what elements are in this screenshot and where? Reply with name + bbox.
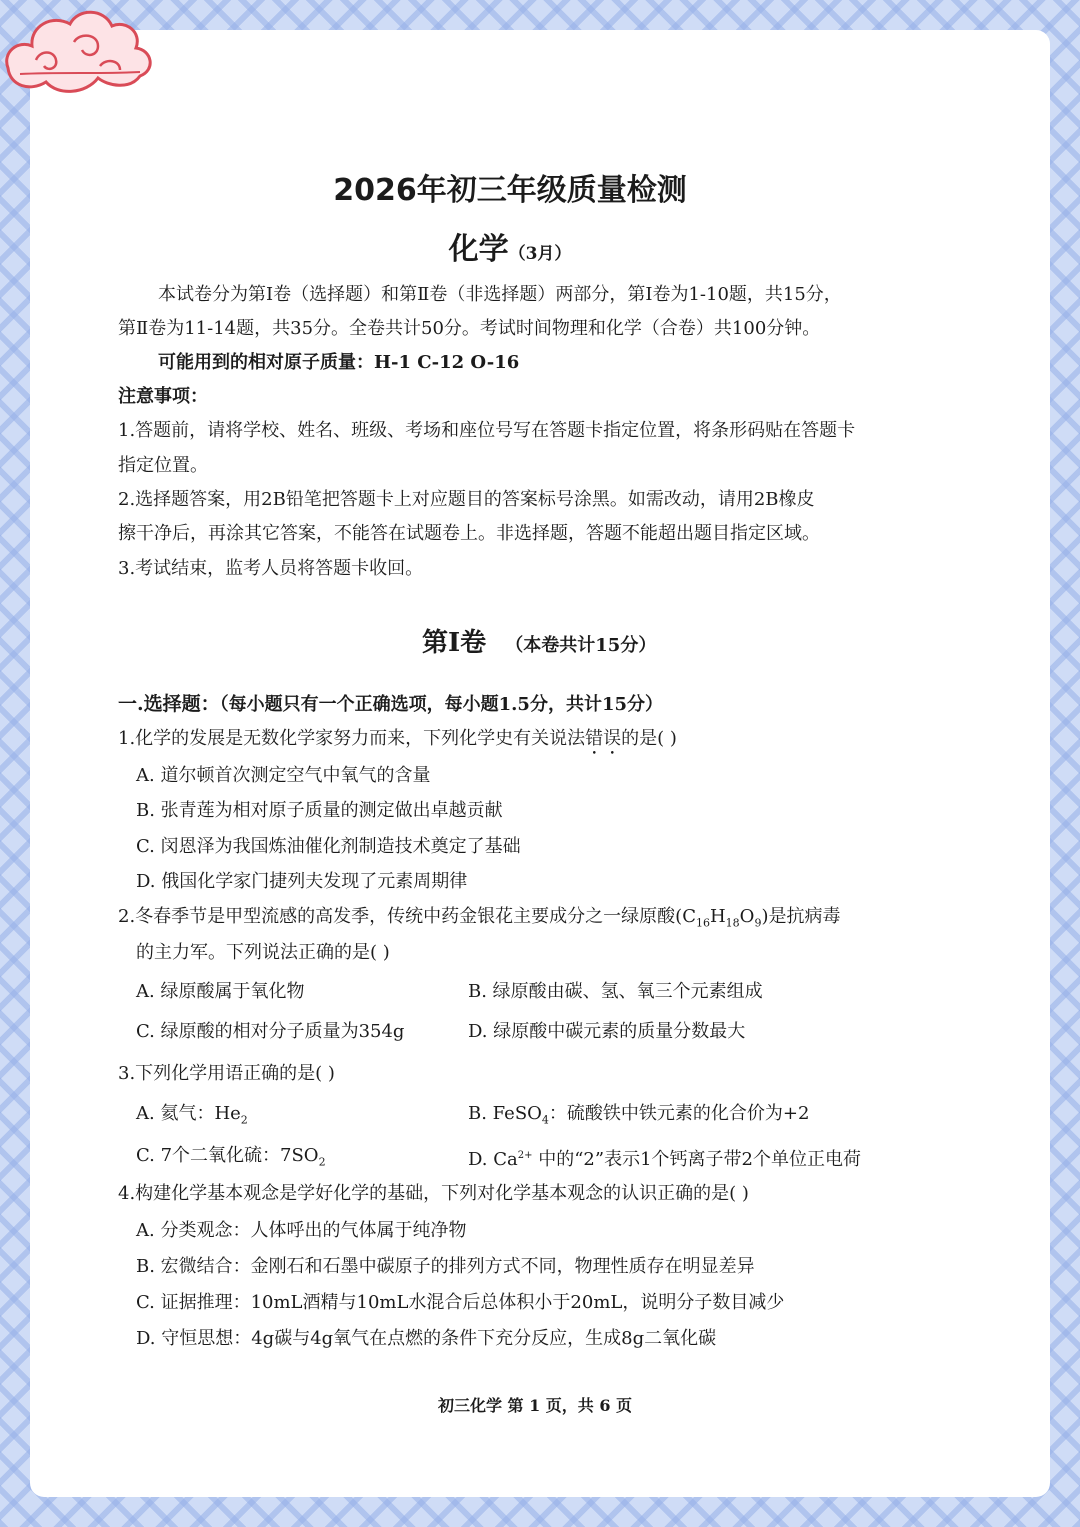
q4-option-b: B. 宏微结合：金刚石和石墨中碳原子的排列方式不同，物理性质存在明显差异	[136, 1256, 755, 1277]
q3-b-rest: ：硫酸铁中铁元素的化合价为+2	[548, 1103, 810, 1124]
part-1-heading	[118, 689, 663, 716]
note-2-line-1: 2.选择题答案，用2B铅笔把答题卡上对应题目的答案标号涂黑。如需改动，请用2B橡皮	[118, 489, 815, 510]
section-1-heading	[422, 622, 656, 659]
q2-formula-o: O	[739, 906, 755, 927]
question-2-stem-line-2: 的主力军。下列说法正确的是( )	[136, 942, 390, 963]
q3-option-c	[136, 1145, 326, 1174]
q3-c-text: C. 7个二氧化硫：7SO	[136, 1145, 319, 1166]
q3-c-sub: 2	[318, 1155, 326, 1169]
q1-option-d: D. 俄国化学家门捷列夫发现了元素周期律	[136, 871, 468, 892]
q3-d-text: D. Ca	[468, 1149, 518, 1170]
q2-sub-2: 18	[725, 916, 740, 930]
q4-option-d: D. 守恒思想：4g碳与4g氧气在点燃的条件下充分反应，生成8g二氧化碳	[136, 1328, 717, 1349]
q3-option-b	[468, 1103, 809, 1132]
q1-stem-part-a: 1.化学的发展是无数化学家努力而来，下列化学史有关说法	[118, 728, 586, 749]
q1-emphasis-word: 错误	[585, 728, 622, 749]
subject-title: 化学	[448, 232, 509, 267]
question-3-stem: 3.下列化学用语正确的是( )	[118, 1063, 335, 1084]
intro-line-1: 本试卷分为第Ⅰ卷（选择题）和第Ⅱ卷（非选择题）两部分，第Ⅰ卷为1-10题，共15分，	[158, 284, 842, 305]
note-1-line-1: 1.答题前，请将学校、姓名、班级、考场和座位号写在答题卡指定位置，将条形码贴在答题卡	[118, 420, 856, 441]
q3-b-sub: 4	[541, 1113, 549, 1127]
q3-option-a	[136, 1103, 248, 1132]
q3-d-sup: 2+	[517, 1150, 533, 1161]
notes-heading: 注意事项：	[118, 386, 208, 407]
q3-b-text: B. FeSO	[468, 1103, 542, 1124]
page-footer: 初三化学 第 1 页，共 6 页	[437, 1396, 633, 1415]
q3-option-d	[468, 1145, 861, 1171]
subject-note: （3月）	[508, 244, 572, 264]
cloud-decoration-icon	[0, 0, 160, 110]
question-1-stem	[118, 728, 677, 759]
note-3: 3.考试结束，监考人员将答题卡收回。	[118, 558, 424, 579]
q1-stem-part-b: 的是( )	[621, 728, 677, 749]
q2-option-a: A. 绿原酸属于氧化物	[136, 981, 305, 1002]
page-title: 2026年初三年级质量检测	[333, 173, 687, 208]
intro-line-2: 第Ⅱ卷为11-14题，共35分。全卷共计50分。考试时间物理和化学（合卷）共100分钟。	[118, 318, 821, 339]
section-1-title: 第Ⅰ卷	[422, 628, 487, 658]
question-4-stem: 4.构建化学基本观念是学好化学的基础，下列对化学基本观念的认识正确的是( )	[118, 1183, 749, 1204]
question-2-stem	[118, 906, 840, 935]
q1-option-c: C. 闵恩泽为我国炼油催化剂制造技术奠定了基础	[136, 836, 521, 857]
part-1-note: （每小题只有一个正确选项，每小题1.5分，共计15分）	[219, 694, 663, 715]
part-1-title: 一.选择题：	[118, 693, 220, 715]
q2-sub-1: 16	[695, 916, 710, 930]
note-2-line-2: 擦干净后，再涂其它答案，不能答在试题卷上。非选择题，答题不能超出题目指定区域。	[118, 523, 820, 544]
q1-option-a: A. 道尔顿首次测定空气中氧气的含量	[136, 765, 431, 786]
q2-option-c: C. 绿原酸的相对分子质量为354g	[136, 1021, 405, 1042]
section-1-note: （本卷共计15分）	[505, 635, 657, 656]
q2-stem-part-b: )是抗病毒	[761, 906, 841, 927]
q3-d-rest: 中的“2”表示1个钙离子带2个单位正电荷	[532, 1149, 861, 1170]
q2-option-b: B. 绿原酸由碳、氢、氧三个元素组成	[468, 981, 763, 1002]
q2-sub-3: 9	[754, 916, 762, 930]
q2-formula-h: H	[709, 906, 726, 927]
subject-heading	[0, 224, 1020, 268]
q3-a-text: A. 氦气：He	[136, 1103, 241, 1124]
q2-stem-part-a: 2.冬春季节是甲型流感的高发季，传统中药金银花主要成分之一绿原酸(C	[118, 906, 696, 927]
q3-a-sub: 2	[240, 1113, 248, 1127]
q4-option-c: C. 证据推理：10mL酒精与10mL水混合后总体积小于20mL，说明分子数目减少	[136, 1292, 785, 1313]
q4-option-a: A. 分类观念：人体呼出的气体属于纯净物	[136, 1220, 467, 1241]
note-1-line-2: 指定位置。	[118, 455, 208, 476]
q2-option-d: D. 绿原酸中碳元素的质量分数最大	[468, 1021, 746, 1042]
q1-option-b: B. 张青莲为相对原子质量的测定做出卓越贡献	[136, 800, 503, 821]
atomic-mass-line: 可能用到的相对原子质量：H-1 C-12 O-16	[158, 352, 520, 373]
